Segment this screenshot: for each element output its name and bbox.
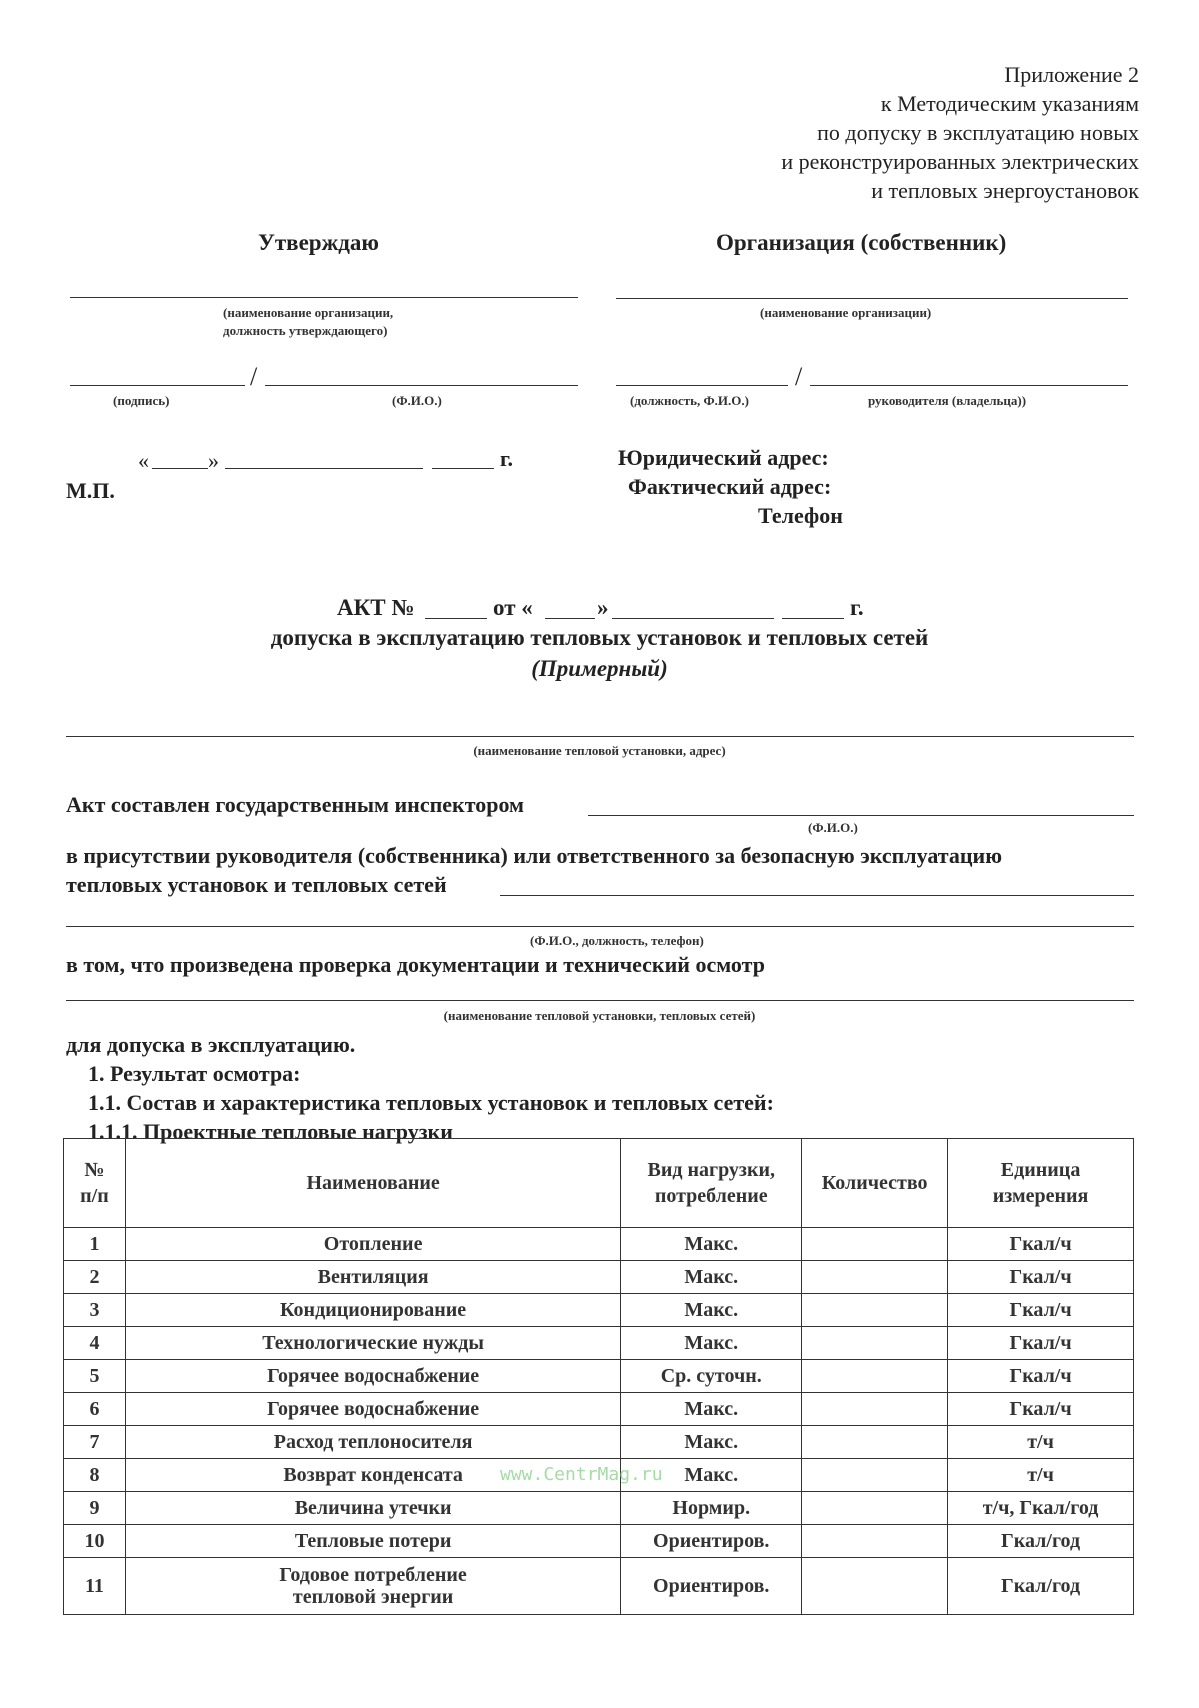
installation-line [66, 736, 1134, 737]
row-unit: т/ч [948, 1459, 1134, 1492]
row-name: Возврат конденсата [125, 1459, 620, 1492]
date-close-quote: » [208, 448, 219, 473]
installation-caption: (наименование тепловой установки, адрес) [473, 743, 726, 758]
row-unit: Гкал/год [948, 1558, 1134, 1615]
organization-caption: (наименование организации) [760, 305, 932, 320]
presence-text: в присутствии руководителя (собственника) или ответственного за безопасную эксплуатацию [66, 843, 1003, 868]
row-quantity [802, 1261, 948, 1294]
table-row [64, 1393, 1134, 1426]
row-number: 6 [64, 1393, 126, 1426]
header-line: и тепловых энергоустановок [871, 178, 1139, 203]
header-quantity: Количество [802, 1139, 948, 1228]
header-line: Приложение 2 [1004, 62, 1139, 87]
design-loads-table [63, 1138, 1134, 1615]
row-name: Горячее водоснабжение [125, 1393, 620, 1426]
act-sample-label: (Примерный) [531, 656, 668, 681]
watermark: www.CentrMag.ru [500, 1464, 663, 1485]
legal-address-label: Юридический адрес: [618, 445, 829, 470]
slash: / [250, 362, 258, 391]
row-unit: Гкал/ч [948, 1360, 1134, 1393]
header-unit: Единица измерения [948, 1139, 1134, 1228]
header-load-type: Вид нагрузки, потребление [621, 1139, 802, 1228]
row-unit: Гкал/ч [948, 1261, 1134, 1294]
act-from-label: от « [493, 595, 533, 620]
table-row [64, 1294, 1134, 1327]
row-unit: Гкал/ч [948, 1228, 1134, 1261]
row-load-type: Макс. [621, 1228, 802, 1261]
row-number: 9 [64, 1492, 126, 1525]
row-load-type: Макс. [621, 1294, 802, 1327]
organization-line [616, 298, 1128, 299]
fio-line [265, 385, 578, 386]
head-line [810, 385, 1128, 386]
inspector-caption: (Ф.И.О.) [808, 820, 858, 835]
position-caption: должность утверждающего) [223, 323, 388, 338]
year-line [432, 468, 494, 469]
row-load-type: Макс. [621, 1459, 802, 1492]
act-number-label: АКТ № [337, 595, 415, 620]
act-close-quote: » [597, 595, 609, 620]
month-line [225, 468, 423, 469]
organization-heading: Организация (собственник) [716, 230, 1007, 255]
row-number: 1 [64, 1228, 126, 1261]
signature-line [70, 385, 245, 386]
row-name: Кондиционирование [125, 1294, 620, 1327]
org-name-line [70, 297, 578, 298]
section-composition: 1.1. Состав и характеристика тепловых установок и тепловых сетей: [88, 1090, 774, 1115]
row-name: Технологические нужды [125, 1327, 620, 1360]
table-row [64, 1558, 1134, 1615]
row-number: 7 [64, 1426, 126, 1459]
position-fio-line [616, 385, 788, 386]
fio-caption: (Ф.И.О.) [392, 393, 442, 408]
row-unit: Гкал/ч [948, 1393, 1134, 1426]
row-quantity [802, 1558, 948, 1615]
row-quantity [802, 1459, 948, 1492]
row-quantity [802, 1360, 948, 1393]
row-number: 10 [64, 1525, 126, 1558]
row-quantity [802, 1228, 948, 1261]
date-open-quote: « [138, 448, 149, 473]
table-row [64, 1261, 1134, 1294]
header-line: к Методическим указаниям [880, 91, 1139, 116]
inspector-text: Акт составлен государственным инспектором [66, 792, 525, 817]
row-name: Годовое потребление тепловой энергии [125, 1558, 620, 1615]
row-name: Тепловые потери [125, 1525, 620, 1558]
row-unit: т/ч, Гкал/год [948, 1492, 1134, 1525]
row-quantity [802, 1525, 948, 1558]
row-name: Величина утечки [125, 1492, 620, 1525]
presence-caption: (Ф.И.О., должность, телефон) [530, 933, 704, 948]
table-row [64, 1228, 1134, 1261]
phone-label: Телефон [758, 503, 843, 528]
row-quantity [802, 1492, 948, 1525]
row-unit: Гкал/ч [948, 1294, 1134, 1327]
row-number: 2 [64, 1261, 126, 1294]
row-unit: Гкал/год [948, 1525, 1134, 1558]
act-year-line [782, 618, 844, 619]
approve-heading: Утверждаю [258, 230, 379, 255]
check-line [66, 1000, 1134, 1001]
act-day-line [545, 618, 595, 619]
row-load-type: Макс. [621, 1261, 802, 1294]
header-name: Наименование [125, 1139, 620, 1228]
act-year-label: г. [850, 595, 864, 620]
row-load-type: Ориентиров. [621, 1525, 802, 1558]
org-caption: (наименование организации, [223, 305, 394, 320]
presence-line-2 [66, 926, 1134, 927]
slash-right: / [795, 362, 803, 391]
table-row [64, 1327, 1134, 1360]
header-line: по допуску в эксплуатацию новых [817, 120, 1139, 145]
row-unit: т/ч [948, 1426, 1134, 1459]
row-name: Вентиляция [125, 1261, 620, 1294]
row-load-type: Макс. [621, 1426, 802, 1459]
row-number: 5 [64, 1360, 126, 1393]
row-unit: Гкал/ч [948, 1327, 1134, 1360]
check-caption: (наименование тепловой установки, тепловых сетей) [443, 1008, 756, 1023]
section-design-loads: 1.1.1. Проектные тепловые нагрузки [88, 1119, 453, 1144]
stamp-label: М.П. [66, 478, 115, 503]
actual-address-label: Фактический адрес: [628, 474, 832, 499]
header-line: и реконструированных электрических [781, 149, 1139, 174]
row-number: 8 [64, 1459, 126, 1492]
row-quantity [802, 1294, 948, 1327]
row-quantity [802, 1426, 948, 1459]
row-load-type: Ср. суточн. [621, 1360, 802, 1393]
row-number: 11 [64, 1558, 126, 1615]
row-load-type: Ориентиров. [621, 1558, 802, 1615]
admission-text: для допуска в эксплуатацию. [66, 1032, 356, 1057]
table-row [64, 1426, 1134, 1459]
row-name: Расход теплоносителя [125, 1426, 620, 1459]
year-label: г. [500, 446, 514, 471]
act-subtitle: допуска в эксплуатацию тепловых установок и тепловых сетей [270, 625, 929, 650]
signature-caption: (подпись) [113, 393, 170, 408]
section-result: 1. Результат осмотра: [88, 1061, 301, 1086]
head-caption: руководителя (владельца)) [868, 393, 1027, 408]
row-name: Отопление [125, 1228, 620, 1261]
day-line [152, 468, 208, 469]
act-number-line [425, 618, 487, 619]
row-number: 3 [64, 1294, 126, 1327]
check-text: в том, что произведена проверка документации и технический осмотр [66, 952, 765, 977]
row-quantity [802, 1327, 948, 1360]
presence-line [500, 895, 1134, 896]
presence-text-2: тепловых установок и тепловых сетей [66, 872, 447, 897]
appendix-header [781, 60, 1139, 205]
header-number: № п/п [64, 1139, 126, 1228]
inspector-line [588, 815, 1134, 816]
row-load-type: Макс. [621, 1327, 802, 1360]
row-load-type: Нормир. [621, 1492, 802, 1525]
table-row [64, 1492, 1134, 1525]
row-number: 4 [64, 1327, 126, 1360]
position-fio-caption: (должность, Ф.И.О.) [630, 393, 749, 408]
row-load-type: Макс. [621, 1393, 802, 1426]
table-row [64, 1360, 1134, 1393]
row-quantity [802, 1393, 948, 1426]
row-name: Горячее водоснабжение [125, 1360, 620, 1393]
table-header-row [64, 1139, 1134, 1228]
table-row [64, 1525, 1134, 1558]
act-month-line [612, 618, 774, 619]
